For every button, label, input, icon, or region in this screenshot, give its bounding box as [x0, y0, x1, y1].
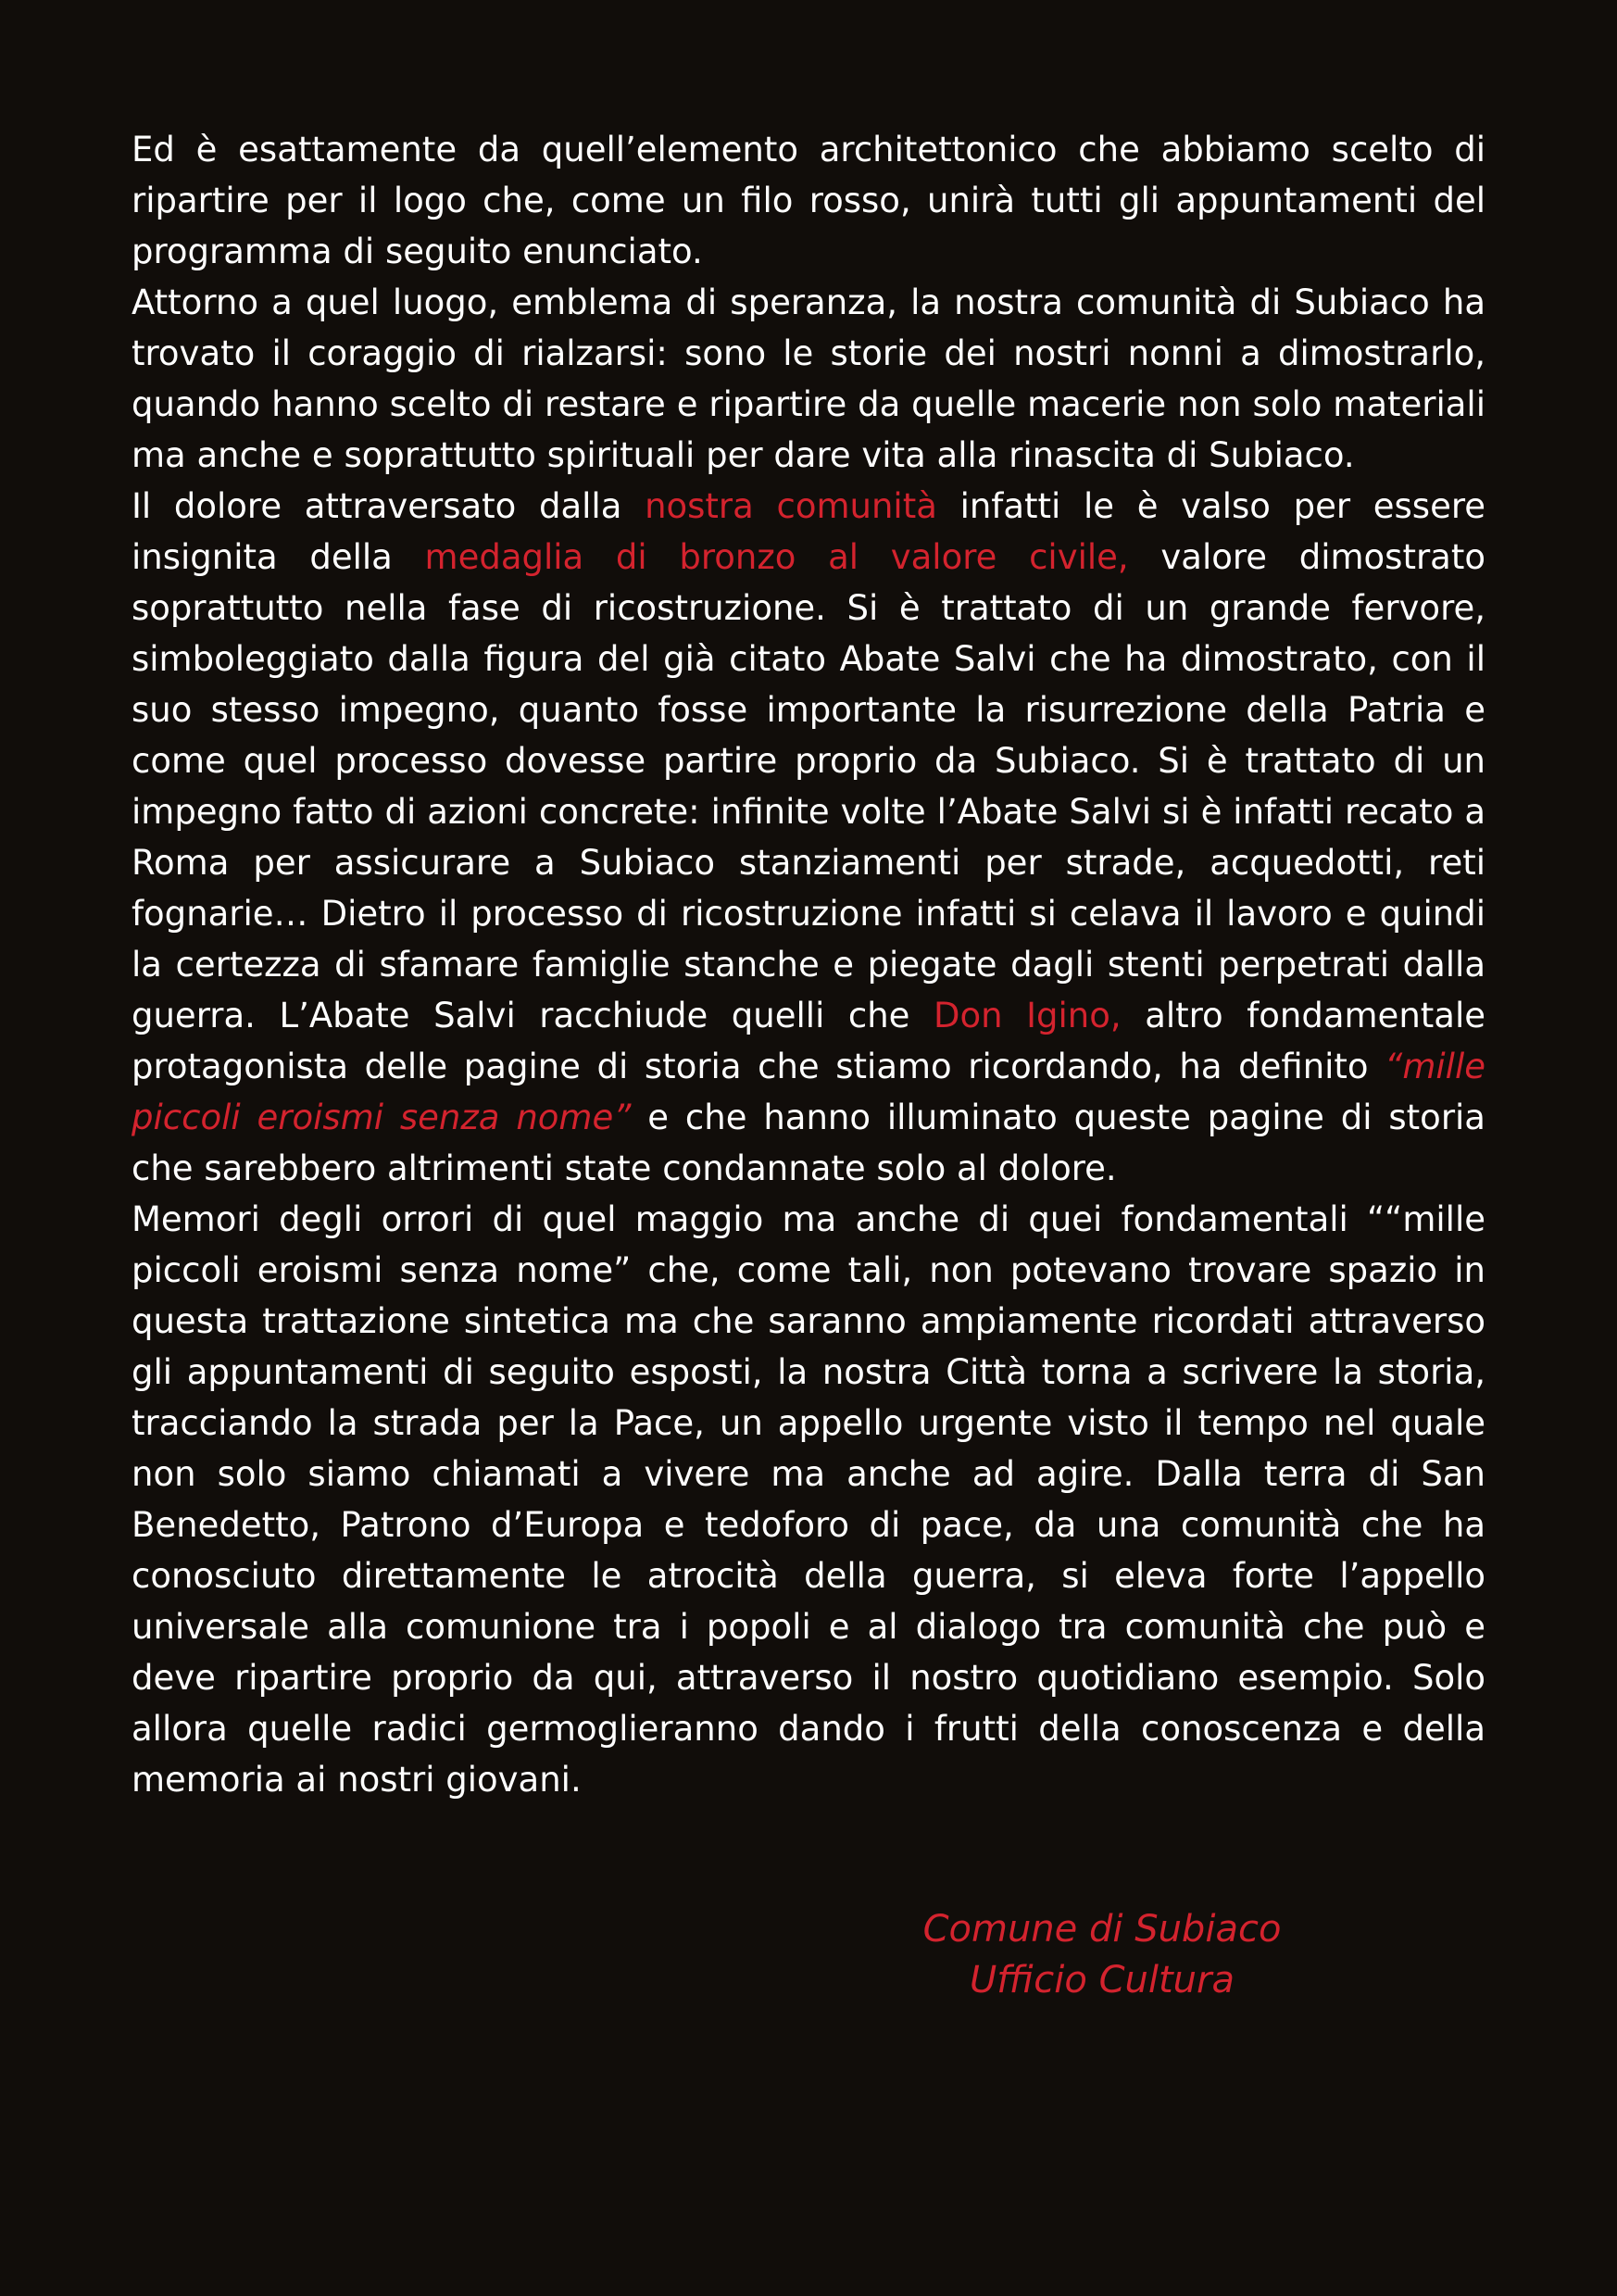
highlight-medal: medaglia di bronzo al valore civile,	[424, 537, 1129, 577]
highlight-community: nostra comunità	[645, 486, 937, 526]
highlight-don-igino: Don Igino,	[934, 996, 1122, 1035]
signature-line-ufficio: Ufficio Cultura	[970, 1959, 1235, 2001]
highlight-quote: “mille piccoli eroismi senza nome”	[132, 1047, 1485, 1137]
paragraph-reconstruction	[132, 481, 1485, 1194]
signature-line-comune: Comune di Subiaco	[922, 1908, 1282, 1951]
body-text	[132, 124, 1485, 1805]
paragraph-peace: Memori degli orrori di quel maggio ma anche di quei fondamentali ““mille piccoli eroismi senza nome” che, come tali, non potevano trovare spazio in questa trattazione sintetica ma che saranno ampiamente ricordati attraverso gli appuntamenti di seguito esposti, la nostra Città torna a scrivere la storia, tracciando la strada per la Pace, un appello urgente visto il tempo nel quale non solo siamo chiamati a vivere ma anche ad agire. Dalla terra di San Benedetto, Patrono d’Europa e tedoforo di pace, da una comunità che ha conosciuto direttamente le atrocità della guerra, si eleva forte l’appello universale alla comunione tra i popoli e al dialogo tra comunità che può e deve ripartire proprio da qui, attraverso il nostro quotidiano esempio. Solo allora quelle radici germoglieranno dando i frutti della conoscenza e della memoria ai nostri giovani.	[132, 1199, 1485, 1800]
paragraph-text: valore dimostrato soprattutto nella fase di ricostruzione. Si è trattato di un grande fervore, simboleggiato dalla figura del già citato Abate Salvi che ha dimostrato, con il suo stesso impegno, quanto fosse importante la risurrezione della Patria e come quel processo dovesse partire proprio da Subiaco. Si è trattato di un impegno fatto di azioni concrete: infinite volte l’Abate Salvi si è infatti recato a Roma per assicurare a Subiaco stanziamenti per strade, acquedotti, reti fognarie… Dietro il processo di ricostruzione infatti si celava il lavoro e quindi la certezza di sfamare famiglie stanche e piegate dagli stenti perpetrati dalla guerra. L’Abate Salvi racchiude quelli che	[132, 537, 1485, 1035]
paragraph-text: altro fondamentale protagonista delle pagine di storia che stiamo ricordando, ha definito	[132, 996, 1485, 1086]
paragraph-logo: Ed è esattamente da quell’elemento architettonico che abbiamo scelto di ripartire per il logo che, come un filo rosso, unirà tutti gli appuntamenti del programma di seguito enunciato.	[132, 130, 1485, 271]
paragraph-text: Il dolore attraversato dalla	[132, 486, 646, 526]
signature-block	[871, 1904, 1334, 2006]
paragraph-text: infatti le è valso per essere insignita della	[132, 486, 1485, 577]
paragraph-community: Attorno a quel luogo, emblema di speranza, la nostra comunità di Subiaco ha trovato il coraggio di rialzarsi: sono le storie dei nostri nonni a dimostrarlo, quando hanno scelto di restare e ripartire da quelle macerie non solo materiali ma anche e soprattutto spirituali per dare vita alla rinascita di Subiaco.	[132, 282, 1485, 475]
paragraph-text: e che hanno illuminato queste pagine di storia che sarebbero altrimenti state condannate solo al dolore.	[132, 1098, 1485, 1188]
